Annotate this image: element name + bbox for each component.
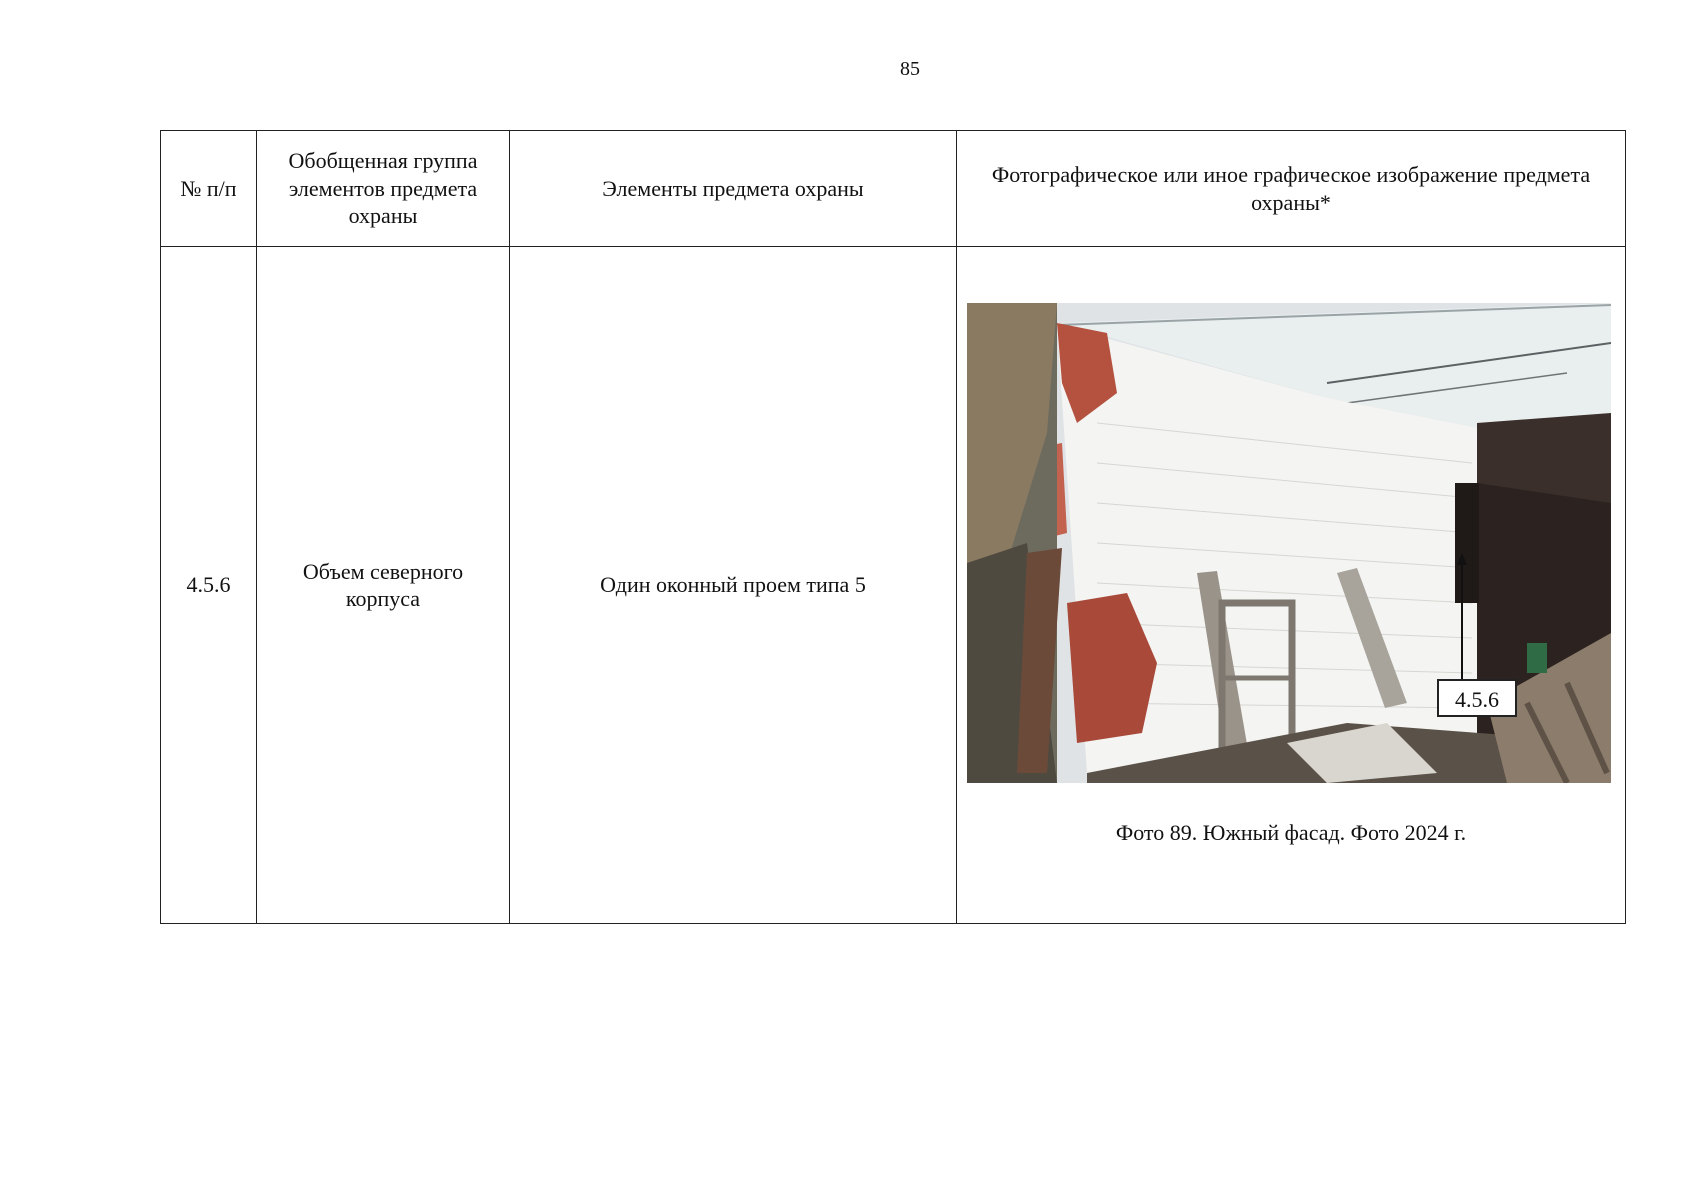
header-elements: Элементы предмета охраны xyxy=(510,131,957,247)
row-group: Объем северного корпуса xyxy=(257,247,510,924)
header-image: Фотографическое или иное графическое изображение предмета охраны* xyxy=(957,131,1626,247)
row-image-cell xyxy=(957,247,1626,924)
photo-caption: Фото 89. Южный фасад. Фото 2024 г. xyxy=(1115,820,1467,845)
header-num: № п/п xyxy=(161,131,257,247)
page-number: 85 xyxy=(900,58,920,80)
facade-photo xyxy=(967,303,1611,783)
protection-elements-table xyxy=(160,130,1626,924)
photo-element-tag: 4.5.6 xyxy=(1437,679,1517,717)
table-row xyxy=(161,247,1626,924)
header-group: Обобщенная группа элементов предмета охраны xyxy=(257,131,510,247)
row-num: 4.5.6 xyxy=(161,247,257,924)
table-header-row xyxy=(161,131,1626,247)
row-elements: Один оконный проем типа 5 xyxy=(510,247,957,924)
